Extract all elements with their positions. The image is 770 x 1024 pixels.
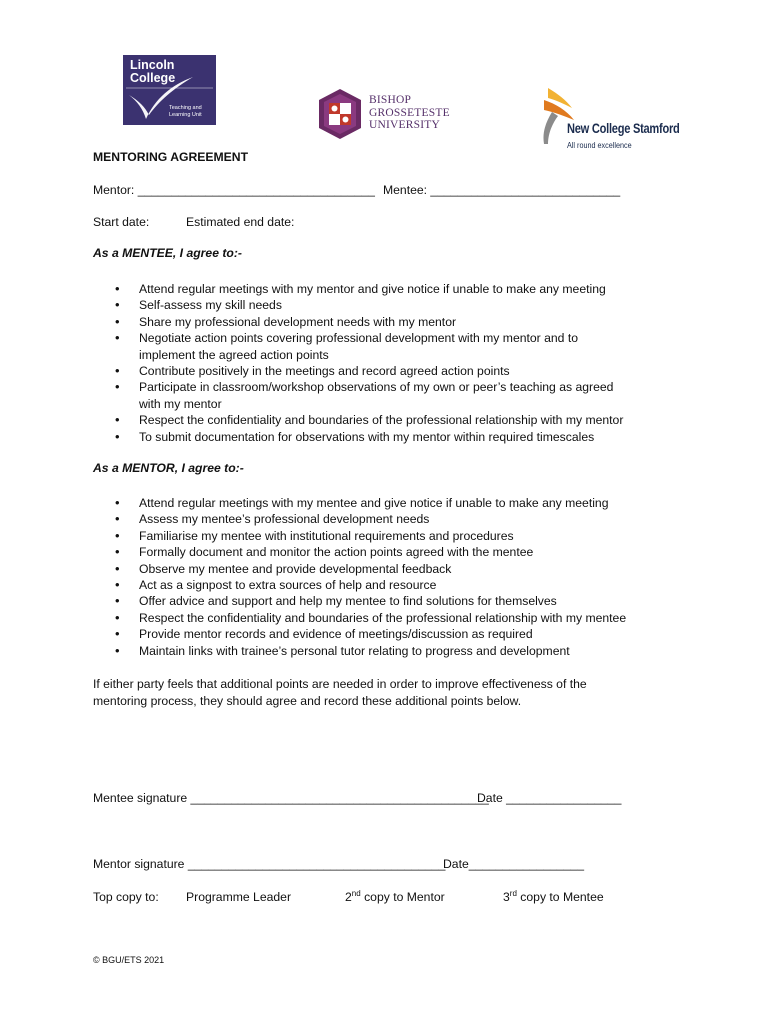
mentor-item: • Attend regular meetings with my mentee and give notice if unable to make any meeting	[115, 495, 626, 511]
end-date-label: Estimated end date:	[186, 215, 295, 229]
bgu-line2: GROSSETESTE	[369, 106, 450, 119]
second-copy-text: copy to Mentor	[360, 890, 445, 904]
mentee-list	[115, 281, 623, 445]
mentee-item: • Self-assess my skill needs	[115, 297, 623, 313]
copyright-footer: © BGU/ETS 2021	[93, 955, 165, 965]
mentor-item: • Respect the confidentiality and boundaries of the professional relationship with my mentee	[115, 610, 626, 626]
document-title: MENTORING AGREEMENT	[93, 150, 249, 164]
third-copy-num: 3	[503, 890, 510, 904]
third-copy-text: copy to Mentee	[516, 890, 604, 904]
mentor-date-field[interactable]: Date_________________	[443, 857, 584, 871]
mentor-list	[115, 495, 626, 659]
mentee-name-field[interactable]: Mentee: ____________________________	[383, 183, 621, 197]
third-copy-recipient	[503, 889, 604, 905]
lincoln-college-logo	[123, 55, 216, 125]
lincoln-name-line2: College	[130, 71, 176, 85]
mentee-item-text: Negotiate action points covering professional development with my mentor and to	[139, 331, 578, 346]
mentee-item: • Share my professional development needs with my mentor	[115, 314, 623, 330]
mentor-item: • Maintain links with trainee’s personal tutor relating to progress and development	[115, 643, 626, 659]
mentor-name-field[interactable]: Mentor: ___________________________________	[93, 183, 375, 197]
start-date-label: Start date:	[93, 215, 150, 229]
bgu-line3: UNIVERSITY	[369, 119, 440, 131]
mentor-item: • Provide mentor records and evidence of meetings/discussion as required	[115, 626, 626, 642]
mentee-signature-field[interactable]: Mentee signature ____________________________________________	[93, 791, 489, 805]
top-copy-recipient: Programme Leader	[186, 890, 291, 904]
mentor-item: • Assess my mentee’s professional development needs	[115, 511, 626, 527]
ncs-name: New College Stamford	[567, 121, 680, 136]
mentor-signature-field[interactable]: Mentor signature ______________________________________	[93, 857, 446, 871]
mentor-item: • Offer advice and support and help my mentee to find solutions for themselves	[115, 593, 626, 609]
mentee-item: • Respect the confidentiality and boundaries of the professional relationship with my mentor	[115, 412, 623, 428]
second-copy-recipient	[345, 889, 445, 905]
mentor-item: • Familiarise my mentee with institutional requirements and procedures	[115, 528, 626, 544]
bgu-line1: BISHOP	[369, 94, 412, 106]
mentee-item	[115, 330, 623, 363]
mentee-item: • Attend regular meetings with my mentor and give notice if unable to make any meeting	[115, 281, 623, 297]
bgu-shield-icon	[318, 88, 362, 140]
mentee-item-text-cont: with my mentor	[139, 396, 222, 411]
mentee-item-text-cont: implement the agreed action points	[139, 347, 329, 362]
new-college-stamford-logo	[538, 86, 680, 151]
lincoln-name-line1: Lincoln	[130, 58, 175, 72]
mentee-item: • To submit documentation for observations with my mentor within required timescales	[115, 429, 623, 445]
mentor-heading: As a MENTOR, I agree to:-	[93, 461, 244, 475]
lincoln-tag-line1: Teaching and	[169, 105, 202, 111]
mentee-item	[115, 379, 623, 412]
third-copy-sup: rd	[509, 888, 517, 898]
mentor-item: • Act as a signpost to extra sources of help and resource	[115, 577, 626, 593]
second-copy-sup: nd	[351, 888, 361, 898]
closing-line-1: If either party feels that additional points are needed in order to improve effectiveness of the	[93, 677, 587, 691]
closing-line-2: mentoring process, they should agree and record these additional points below.	[93, 694, 522, 708]
mentee-date-field[interactable]: Date _________________	[477, 791, 622, 805]
mentor-item: • Formally document and monitor the action points agreed with the mentee	[115, 544, 626, 560]
second-copy-num: 2	[345, 890, 352, 904]
mentee-heading: As a MENTEE, I agree to:-	[93, 246, 242, 260]
ncs-swoosh-icon	[538, 86, 578, 146]
lincoln-tag-line2: Learning Unit	[169, 111, 202, 118]
copies-label: Top copy to:	[93, 890, 159, 904]
bgu-logo	[318, 88, 450, 145]
mentee-item: • Contribute positively in the meetings and record agreed action points	[115, 363, 623, 379]
ncs-tagline: All round excellence	[567, 140, 632, 150]
mentor-item: • Observe my mentee and provide developmental feedback	[115, 561, 626, 577]
mentee-item-text: Participate in classroom/workshop observations of my own or peer’s teaching as agreed	[139, 380, 614, 395]
